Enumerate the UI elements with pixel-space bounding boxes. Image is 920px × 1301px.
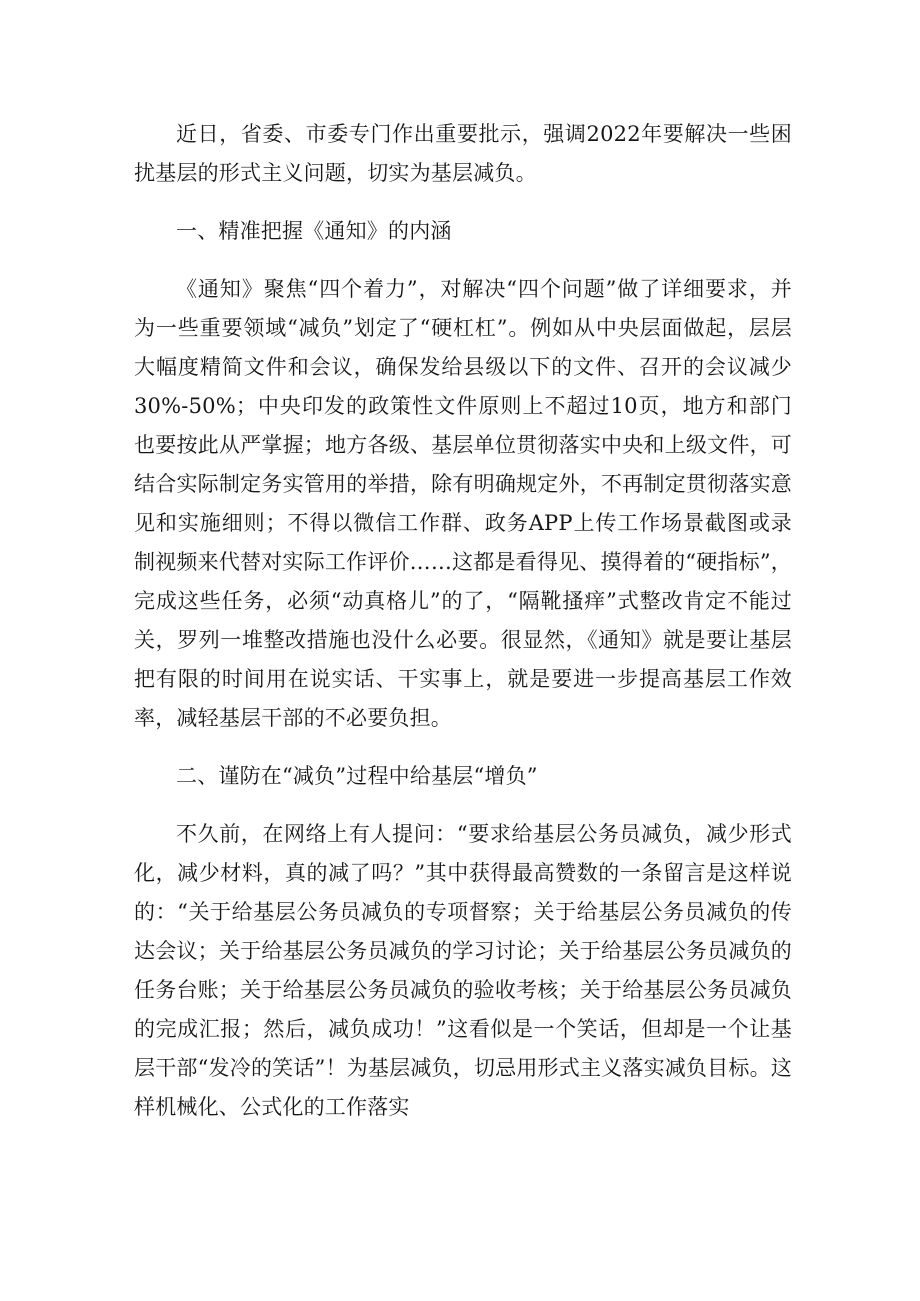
section-heading-2: 二、谨防在“减负”过程中给基层“增负” xyxy=(176,764,538,788)
intro-paragraph: 近日，省委、市委专门作出重要批示，强调2022年要解决一些困扰基层的形式主义问题，切实为基层减负。 xyxy=(134,122,792,185)
section-2-paragraph: 不久前，在网络上有人提问：“要求给基层公务员减负，减少形式化，减少材料，真的减了吗？”其中获得最高赞数的一条留言是这样说的：“关于给基层公务员减负的专项督察；关于给基层公务员减负的传达会议；关于给基层公务员减负的学习讨论；关于给基层公务员减负的任务台账；关于给基层公务员减负的验收考核；关于给基层公务员减负的完成汇报；然后，减负成功！”这看似是一个笑话，但却是一个让基层干部“发冷的笑话”！为基层减负，切忌用形式主义落实减负目标。这样机械化、公式化的工作落实 xyxy=(134,822,792,1119)
section-1-paragraph: 《通知》聚焦“四个着力”，对解决“四个问题”做了详细要求，并为一些重要领域“减负”划定了“硬杠杠”。例如从中央层面做起，层层大幅度精简文件和会议，确保发给县级以下的文件、召开的会议减少30%-50%；中央印发的政策性文件原则上不超过10页，地方和部门也要按此从严掌握；地方各级、基层单位贯彻落实中央和上级文件，可结合实际制定务实管用的举措，除有明确规定外，不再制定贯彻落实意见和实施细则；不得以微信工作群、政务APP上传工作场景截图或录制视频来代替对实际工作评价……这都是看得见、摸得着的“硬指标”，完成这些任务，必须“动真格儿”的了，“隔靴搔痒”式整改肯定不能过关，罗列一堆整改措施也没什么必要。很显然，《通知》就是要让基层把有限的时间用在说实话、干实事上，就是要进一步提高基层工作效率，减轻基层干部的不必要负担。 xyxy=(134,277,792,730)
document-body xyxy=(134,115,792,1127)
section-heading-1: 一、精准把握《通知》的内涵 xyxy=(176,219,452,243)
